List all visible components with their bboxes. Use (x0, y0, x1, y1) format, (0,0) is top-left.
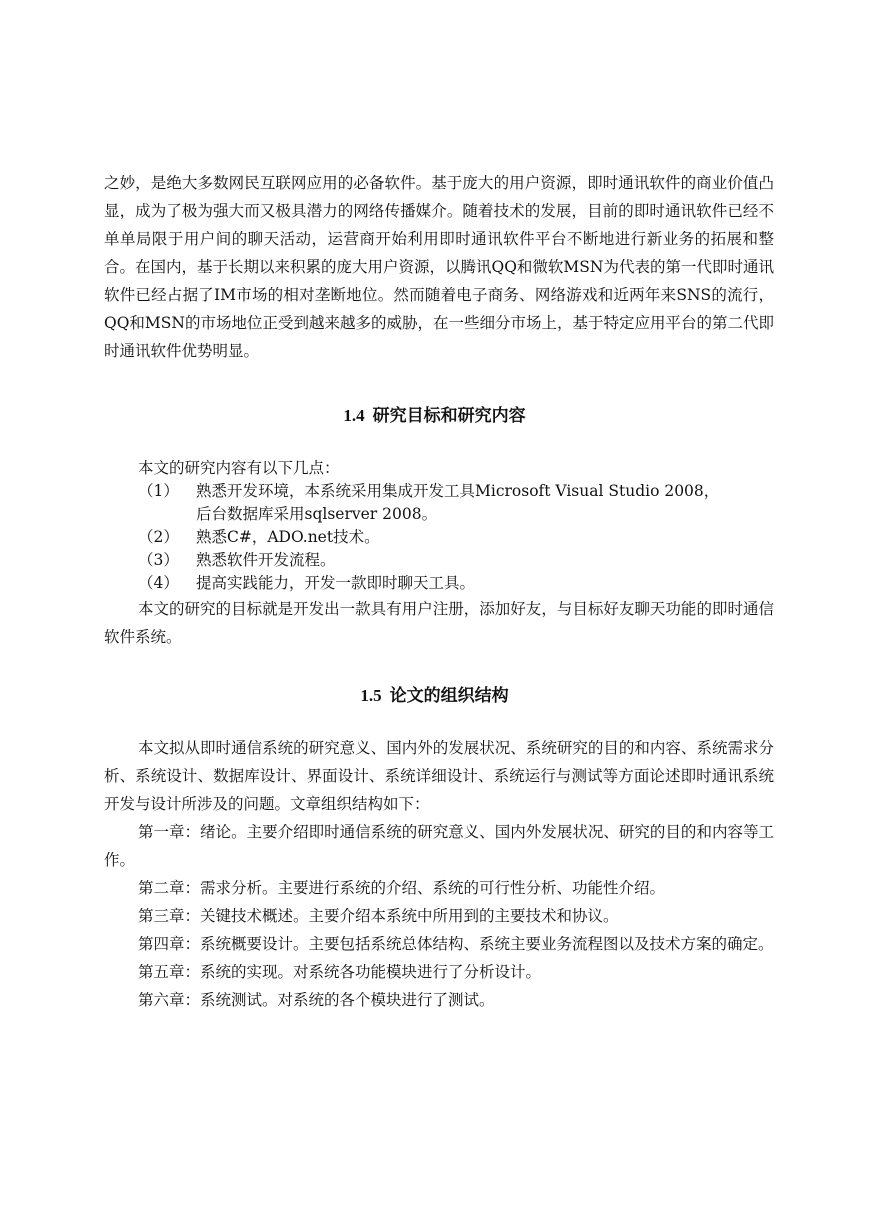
section-title: 论文的组织结构 (389, 686, 509, 706)
list-item (138, 526, 778, 549)
list-marker: （2） (138, 528, 179, 546)
list-item (138, 549, 778, 572)
list-item-line: 熟悉开发环境，本系统采用集成开发工具Microsoft Visual Studio 2008， (196, 482, 720, 500)
structure-overview-paragraph: 本文拟从即时通信系统的研究意义、国内外的发展状况、系统研究的目的和内容、系统需求分析、系统设计、数据库设计、界面设计、系统详细设计、系统运行与测试等方面论述即时通讯系统开发与设计所涉及的问题。文章组织结构如下： (104, 739, 774, 813)
list-item-text (196, 480, 778, 526)
list-item-continuation: 后台数据库采用sqlserver 2008。 (196, 505, 438, 523)
section-number: 1.5 (360, 686, 382, 705)
section-number: 1.4 (343, 406, 365, 425)
chapter-item: 第五章：系统的实现。对系统各功能模块进行了分析设计。 (138, 963, 542, 981)
chapter-list (104, 818, 774, 1014)
intro-paragraph: 之妙，是绝大多数网民互联网应用的必备软件。基于庞大的用户资源，即时通讯软件的商业价值凸显，成为了极为强大而又极具潜力的网络传播媒介。随着技术的发展，目前的即时通讯软件已经不单单局限于用户间的聊天活动，运营商开始利用即时通讯软件平台不断地进行新业务的拓展和整合。在国内，基于长期以来积累的庞大用户资源，以腾讯QQ和微软MSN为代表的第一代即时通讯软件已经占据了IM市场的相对垄断地位。然而随着电子商务、网络游戏和近两年来SNS的流行，QQ和MSN的市场地位正受到越来越多的威胁，在一些细分市场上，基于特定应用平台的第二代即时通讯软件优势明显。 (104, 174, 774, 360)
section-title: 研究目标和研究内容 (372, 406, 526, 426)
section-heading-1-5 (0, 682, 869, 710)
list-item (138, 480, 778, 526)
chapter-item: 第一章：绪论。主要介绍即时通信系统的研究意义、国内外发展状况、研究的目的和内容等工作。 (104, 823, 774, 869)
chapter-item: 第四章：系统概要设计。主要包括系统总体结构、系统主要业务流程图以及技术方案的确定。 (138, 935, 774, 953)
list-item-text: 提高实践能力，开发一款即时聊天工具。 (196, 574, 476, 592)
research-content-list (138, 480, 778, 595)
research-content-lead: 本文的研究内容有以下几点： (138, 459, 340, 477)
section-heading-1-4 (0, 402, 869, 430)
chapter-item: 第三章：关键技术概述。主要介绍本系统中所用到的主要技术和协议。 (138, 907, 619, 925)
list-item (138, 572, 778, 595)
list-marker: （1） (138, 482, 179, 500)
chapter-item: 第六章：系统测试。对系统的各个模块进行了测试。 (138, 991, 495, 1009)
list-item-text: 熟悉C#，ADO.net技术。 (196, 528, 380, 546)
list-marker: （4） (138, 574, 179, 592)
research-goal-paragraph: 本文的研究的目标就是开发出一款具有用户注册，添加好友，与目标好友聊天功能的即时通信软件系统。 (104, 600, 774, 646)
list-item-text: 熟悉软件开发流程。 (196, 551, 336, 569)
chapter-item: 第二章：需求分析。主要进行系统的介绍、系统的可行性分析、功能性介绍。 (138, 879, 666, 897)
list-marker: （3） (138, 551, 179, 569)
